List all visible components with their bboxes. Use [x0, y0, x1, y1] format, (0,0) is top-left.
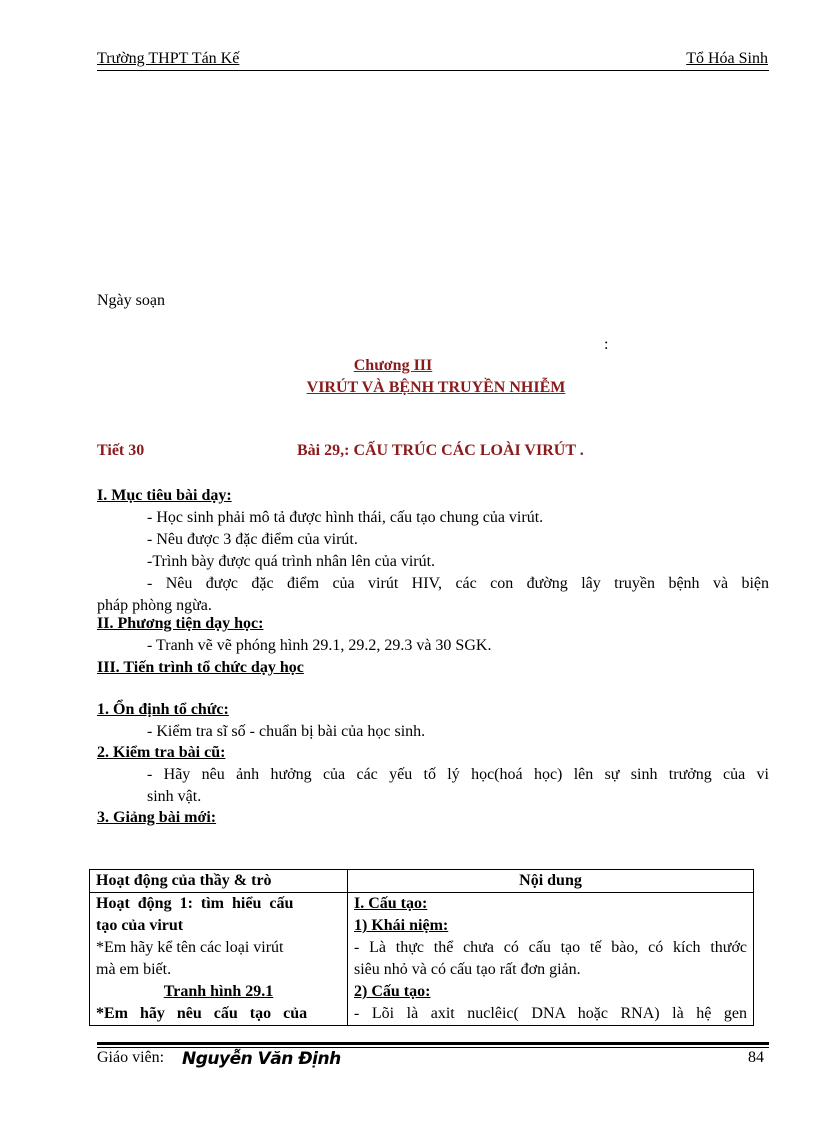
process-heading: III. Tiến trình tổ chức dạy học [97, 659, 304, 676]
step2-item-line1: - Hãy nêu ảnh hưởng của các yếu tố lý học(hoá học) lên sự sinh trưởng của vi [147, 766, 769, 783]
chapter-number: Chương III [353, 357, 433, 374]
question-1-line2: mà em biết. [96, 961, 172, 978]
content-section-heading: I. Cấu tạo: [354, 895, 428, 912]
table-header-activity: Hoạt động của thầy & trò [90, 870, 348, 893]
activity-heading-line2: tạo của virut [96, 917, 184, 934]
materials-section [97, 613, 769, 657]
teacher-label: Giáo viên: [97, 1049, 165, 1066]
department-name: Tổ Hóa Sinh [686, 50, 768, 67]
step1-item: - Kiểm tra sĩ số - chuẩn bị bài của học sinh. [147, 723, 426, 740]
materials-item: - Tranh vẽ vẽ phóng hình 29.1, 29.2, 29.3 và 30 SGK. [147, 637, 492, 654]
chapter-title: VIRÚT VÀ BỆNH TRUYỀN NHIỄM [306, 379, 566, 396]
objective-continuation: pháp phòng ngừa. [97, 597, 212, 614]
objective-item: - Nêu được đặc điểm của virút HIV, các con đường lây truyền bệnh và biện [147, 575, 769, 592]
question-1-line1: *Em hãy kể tên các loại virút [96, 939, 284, 956]
table-header-content: Nội dung [348, 870, 754, 893]
content-subheading-structure: 2) Cấu tạo: [354, 983, 431, 1000]
step3-section [97, 807, 769, 829]
step2-section [97, 742, 769, 808]
lesson-activity-table [89, 869, 754, 1026]
lesson-title: Bài 29,: CẤU TRÚC CÁC LOÀI VIRÚT . [297, 442, 584, 459]
process-heading-block [97, 657, 769, 679]
table-cell-content [348, 893, 754, 1026]
table-header-row [90, 870, 754, 893]
date-label: Ngày soạn [97, 292, 165, 309]
objective-item: - Nêu được 3 đặc điểm của virút. [147, 531, 358, 548]
step1-section [97, 699, 769, 743]
lesson-period: Tiết 30 [97, 442, 145, 459]
content-subheading-concept: 1) Khái niệm: [354, 917, 449, 934]
page-number: 84 [748, 1049, 764, 1066]
content-definition-line2: siêu nhỏ và có cấu tạo rất đơn giản. [354, 961, 581, 978]
activity-heading-line1: Hoạt động 1: tìm hiểu cấu [96, 895, 294, 912]
step2-item-line2: sinh vật. [147, 788, 202, 805]
objectives-section [97, 485, 769, 617]
school-name: Trường THPT Tán Kế [97, 50, 240, 67]
content-definition-line1: - Là thực thể chưa có cấu tạo tế bào, có kích thước [354, 939, 747, 956]
content-structure-line1: - Lõi là axit nuclêic( DNA hoặc RNA) là hệ gen [354, 1005, 747, 1022]
figure-reference: Tranh hình 29.1 [163, 983, 274, 1000]
table-cell-activity [90, 893, 348, 1026]
teacher-signature: Nguyễn Văn Định [182, 1049, 341, 1069]
objective-item: -Trình bày được quá trình nhân lên của virút. [147, 553, 436, 570]
materials-heading: II. Phương tiện dạy học: [97, 615, 264, 632]
footer-divider-thick [97, 1042, 769, 1045]
colon-mark: : [604, 336, 609, 353]
step1-heading: 1. Ổn định tổ chức: [97, 701, 229, 718]
question-2-line1: *Em hãy nêu cấu tạo của [96, 1005, 308, 1022]
step3-heading: 3. Giảng bài mới: [97, 809, 217, 826]
table-row [90, 893, 754, 1026]
objective-item: - Học sinh phải mô tả được hình thái, cấu tạo chung của virút. [147, 509, 544, 526]
header-divider [97, 70, 769, 71]
step2-heading: 2. Kiểm tra bài cũ: [97, 744, 226, 761]
footer-divider-thin [97, 1047, 769, 1048]
objectives-heading: I. Mục tiêu bài dạy: [97, 487, 232, 504]
